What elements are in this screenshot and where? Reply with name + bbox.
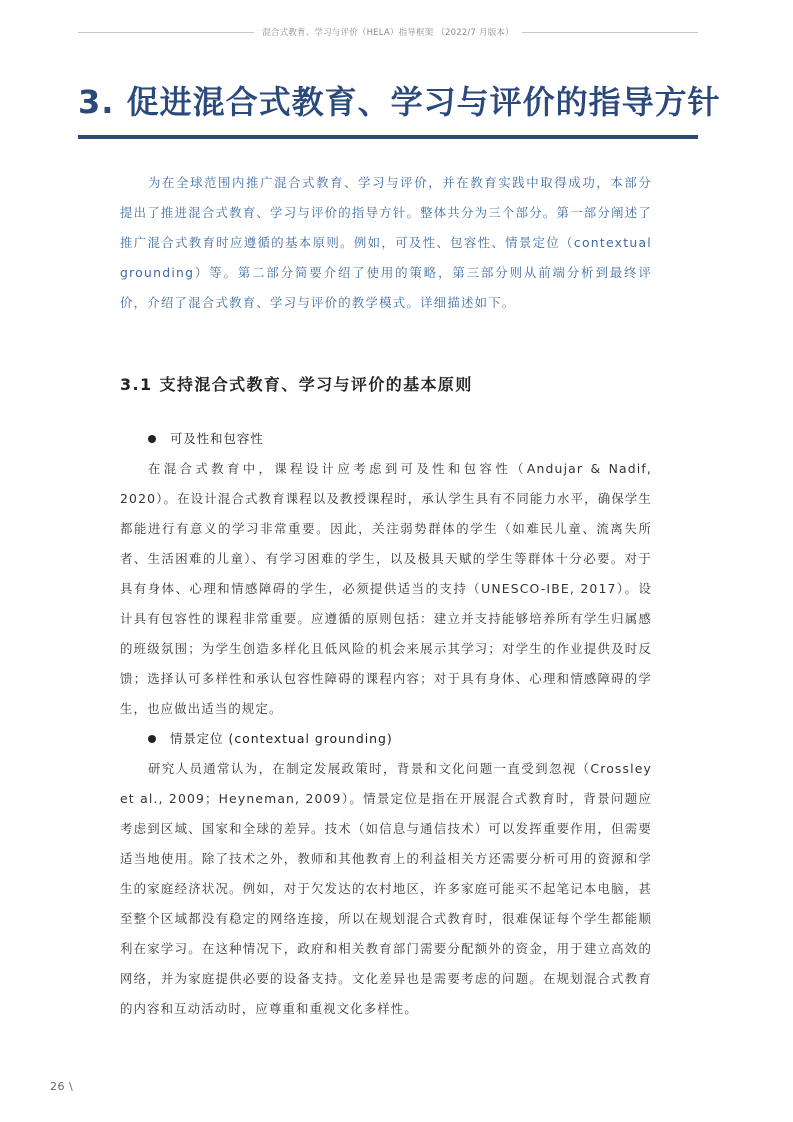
running-header [78, 26, 698, 38]
title-underline [78, 135, 698, 139]
header-rule-left [78, 32, 254, 33]
intro-section [120, 168, 652, 318]
section-title: 3.1 支持混合式教育、学习与评价的基本原则 [120, 375, 473, 394]
running-title: 混合式教育、学习与评价（HELA）指导框架 （2022/7 月版本） [262, 28, 514, 38]
bullet-icon [148, 735, 156, 743]
principle-paragraph: 研究人员通常认为，在制定发展政策时，背景和文化问题一直受到忽视（Crossley et al., 2009；Heyneman, 2009）。情景定位是指在开展混合式教育时，背景问题应考虑到区域、国家和全球的差异。技术（如信息与通信技术）可以发挥重要作用，但需要适当地使用。除了技术之外，教师和其他教育上的利益相关方还需要分析可用的资源和学生的家庭经济状况。例如，对于欠发达的农村地区，许多家庭可能买不起笔记本电脑，甚至整个区域都没有稳定的网络连接，所以在规划混合式教育时，很难保证每个学生都能顺利在家学习。在这种情况下，政府和相关教育部门需要分配额外的资金，用于建立高效的网络，并为家庭提供必要的设备支持。文化差异也是需要考虑的问题。在规划混合式教育的内容和互动活动时，应尊重和重视文化多样性。 [120, 761, 652, 1016]
principle-heading-label: 情景定位 (contextual grounding) [170, 731, 393, 746]
principles-body [120, 424, 652, 1024]
intro-paragraph: 为在全球范围内推广混合式教育、学习与评价，并在教育实践中取得成功，本部分提出了推进混合式教育、学习与评价的指导方针。整体共分为三个部分。第一部分阐述了推广混合式教育时应遵循的基本原则。例如，可及性、包容性、情景定位（contextual grounding）等。第二部分简要介绍了使用的策略，第三部分则从前端分析到最终评价，介绍了混合式教育、学习与评价的教学模式。详细描述如下。 [120, 175, 652, 310]
principle-heading [120, 724, 652, 754]
principle-paragraph: 在混合式教育中，课程设计应考虑到可及性和包容性（Andujar & Nadif, 2020）。在设计混合式教育课程以及教授课程时，承认学生具有不同能力水平，确保学生都能进行有意义的学习非常重要。因此，关注弱势群体的学生（如难民儿童、流离失所者、生活困难的儿童）、有学习困难的学生，以及极具天赋的学生等群体十分必要。对于具有身体、心理和情感障碍的学生，必须提供适当的支持（UNESCO-IBE, 2017）。设计具有包容性的课程非常重要。应遵循的原则包括：建立并支持能够培养所有学生归属感的班级氛围；为学生创造多样化且低风险的机会来展示其学习；对学生的作业提供及时反馈；选择认可多样性和承认包容性障碍的课程内容；对于具有身体、心理和情感障碍的学生，也应做出适当的规定。 [120, 461, 652, 716]
header-rule-right [522, 32, 698, 33]
principle-heading [120, 424, 652, 454]
chapter-title: 3. 促进混合式教育、学习与评价的指导方针 [78, 83, 721, 121]
principle-heading-label: 可及性和包容性 [170, 431, 264, 446]
bullet-icon [148, 435, 156, 443]
page-number: 26 \ [50, 1080, 74, 1093]
